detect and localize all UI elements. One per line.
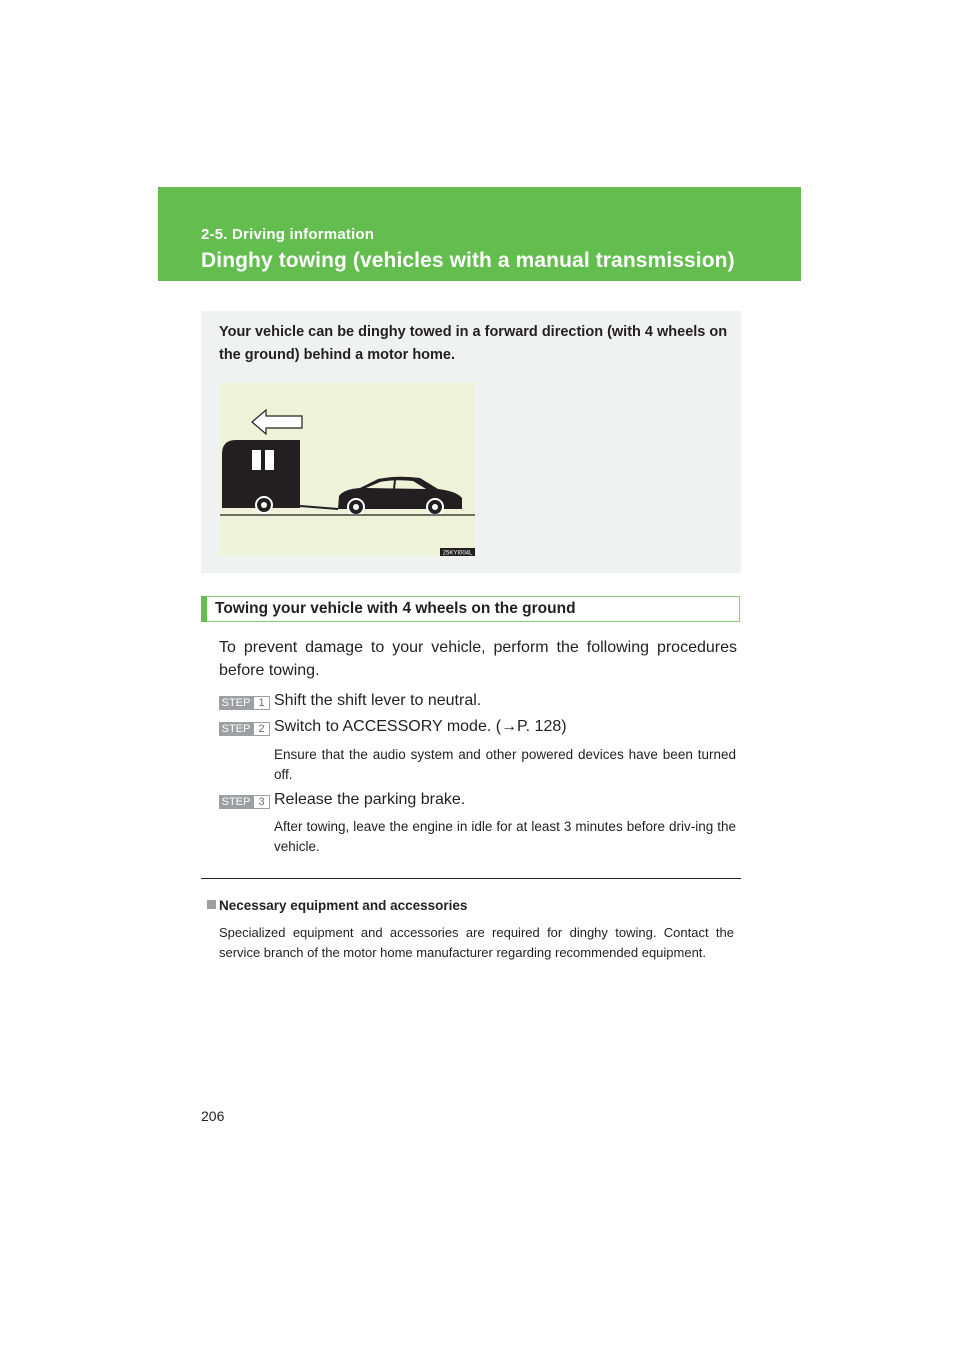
note-heading — [207, 898, 467, 913]
note-heading-text: Necessary equipment and accessories — [219, 898, 468, 913]
motor-home-hub — [261, 502, 267, 508]
intro-text: Your vehicle can be dinghy towed in a forward direction (with 4 wheels on the ground) behind a motor home. — [219, 324, 728, 363]
step-text: Switch to ACCESSORY mode. (→P. 128) — [274, 718, 567, 735]
step-badge-number: 1 — [253, 696, 270, 710]
step-2-note: Ensure that the audio system and other powered devices have been turned off. — [274, 747, 736, 782]
note-text: Specialized equipment and accessories are required for dinghy towing. Contact the service branch of the motor home manufacturer regarding recommended equipment. — [219, 925, 734, 960]
intro-box — [201, 311, 741, 573]
divider — [201, 878, 741, 879]
motor-home-window-left — [252, 450, 261, 470]
left-arrow-icon — [252, 410, 302, 434]
square-bullet-icon — [207, 900, 216, 909]
section-heading — [201, 596, 740, 622]
step-badge-word: STEP — [219, 722, 253, 736]
section-label: 2-5. Driving information — [201, 226, 375, 243]
car-pillar — [394, 480, 395, 489]
step-badge-number: 2 — [253, 722, 270, 736]
section-heading-text: Towing your vehicle with 4 wheels on the ground — [215, 600, 576, 617]
step-badge — [219, 795, 270, 809]
page-title: Dinghy towing (vehicles with a manual transmission) — [201, 249, 735, 272]
step-badge-word: STEP — [219, 696, 253, 710]
chapter-header — [158, 187, 801, 281]
step-text: Shift the shift lever to neutral. — [274, 692, 482, 709]
step-badge — [219, 696, 270, 710]
car-rear-hub — [432, 504, 438, 510]
illustration-code: 25KYI004L — [442, 550, 473, 556]
step-badge — [219, 722, 270, 736]
page-number: 206 — [201, 1108, 225, 1124]
car-front-hub — [353, 504, 359, 510]
motor-home-window-right — [265, 450, 274, 470]
section-heading-bar — [201, 596, 207, 622]
step-text: Release the parking brake. — [274, 791, 466, 808]
section-body: To prevent damage to your vehicle, perform the following procedures before towing. — [219, 639, 737, 679]
step-badge-word: STEP — [219, 795, 253, 809]
tow-bar — [300, 506, 338, 509]
towing-diagram-svg — [220, 383, 475, 556]
towing-illustration — [220, 383, 475, 556]
step-3-note: After towing, leave the engine in idle for at least 3 minutes before driv-ing the vehicle. — [274, 819, 736, 854]
step-badge-number: 3 — [253, 795, 270, 809]
